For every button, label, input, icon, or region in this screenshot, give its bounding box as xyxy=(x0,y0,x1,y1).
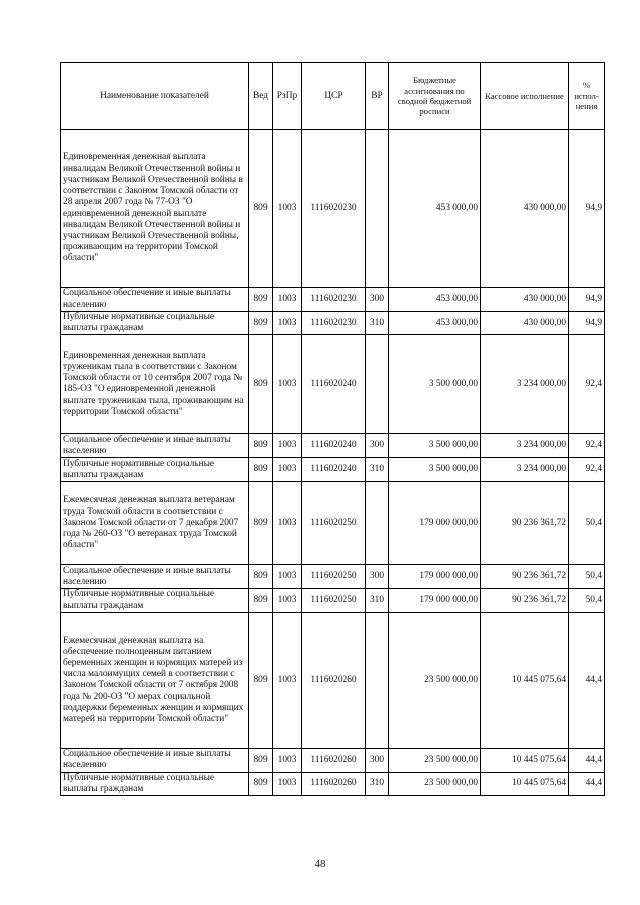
table-header-row xyxy=(61,63,605,130)
row-ved: 809 xyxy=(249,288,273,312)
row-budget: 453 000,00 xyxy=(389,288,481,312)
row-percent: 50,4 xyxy=(569,565,605,589)
header-name: Наименование показателей xyxy=(61,63,249,130)
row-csr: 1116020240 xyxy=(302,434,366,458)
row-name: Публичные нормативные социальные выплаты гражданам xyxy=(61,772,249,795)
row-budget: 23 500 000,00 xyxy=(389,772,481,795)
row-ved: 809 xyxy=(249,458,273,482)
row-cash: 10 445 075,64 xyxy=(481,612,569,748)
row-rzpr: 1003 xyxy=(273,612,302,748)
header-vr: ВР xyxy=(366,63,389,130)
row-budget: 3 500 000,00 xyxy=(389,335,481,434)
header-percent: % испол-нения xyxy=(569,63,605,130)
row-ved: 809 xyxy=(249,748,273,772)
row-vr: 300 xyxy=(366,434,389,458)
row-vr: 310 xyxy=(366,458,389,482)
table-row xyxy=(61,458,605,482)
row-percent: 94,9 xyxy=(569,288,605,312)
row-ved: 809 xyxy=(249,589,273,612)
row-vr: 310 xyxy=(366,772,389,795)
row-rzpr: 1003 xyxy=(273,288,302,312)
row-rzpr: 1003 xyxy=(273,565,302,589)
header-budget: Бюджетные ассигнования по сводной бюджетной росписи xyxy=(389,63,481,130)
row-percent: 92,4 xyxy=(569,458,605,482)
row-percent: 94,9 xyxy=(569,130,605,288)
row-cash: 90 236 361,72 xyxy=(481,482,569,565)
table-row xyxy=(61,482,605,565)
row-budget: 23 500 000,00 xyxy=(389,612,481,748)
row-rzpr: 1003 xyxy=(273,130,302,288)
row-rzpr: 1003 xyxy=(273,335,302,434)
row-percent: 50,4 xyxy=(569,589,605,612)
row-csr: 1116020230 xyxy=(302,288,366,312)
table-row xyxy=(61,612,605,748)
row-csr: 1116020230 xyxy=(302,130,366,288)
row-cash: 10 445 075,64 xyxy=(481,772,569,795)
table-row xyxy=(61,748,605,772)
page-number: 48 xyxy=(314,858,326,870)
row-name: Социальное обеспечение и иные выплаты населению xyxy=(61,565,249,589)
row-percent: 92,4 xyxy=(569,335,605,434)
row-cash: 3 234 000,00 xyxy=(481,335,569,434)
row-rzpr: 1003 xyxy=(273,772,302,795)
row-name: Единовременная денежная выплата труженикам тыла в соответствии с Законом Томской области от 10 сентября 2007 года № 185-ОЗ "О единовременной денежной выплате труженикам тыла, проживающим на территории Томской области" xyxy=(61,335,249,434)
row-vr xyxy=(366,612,389,748)
row-ved: 809 xyxy=(249,565,273,589)
row-vr xyxy=(366,482,389,565)
row-name: Публичные нормативные социальные выплаты гражданам xyxy=(61,458,249,482)
row-csr: 1116020260 xyxy=(302,772,366,795)
row-vr: 300 xyxy=(366,288,389,312)
table-row xyxy=(61,335,605,434)
row-vr xyxy=(366,335,389,434)
row-ved: 809 xyxy=(249,335,273,434)
row-vr: 310 xyxy=(366,589,389,612)
table-row xyxy=(61,589,605,612)
row-name: Публичные нормативные социальные выплаты гражданам xyxy=(61,312,249,335)
budget-execution-table xyxy=(60,62,605,796)
row-percent: 44,4 xyxy=(569,772,605,795)
row-percent: 94,9 xyxy=(569,312,605,335)
table-body xyxy=(61,130,605,796)
row-name: Ежемесячная денежная выплата на обеспечение полноценным питанием беременных женщин и кормящих матерей из числа малоимущих семей в соответствии с Законом Томской области от 7 октября 2008 года № 200-ОЗ "О мерах социальной поддержки беременных женщин и кормящих матерей на территории Томской области" xyxy=(61,612,249,748)
row-budget: 23 500 000,00 xyxy=(389,748,481,772)
row-budget: 3 500 000,00 xyxy=(389,434,481,458)
row-rzpr: 1003 xyxy=(273,458,302,482)
row-cash: 430 000,00 xyxy=(481,130,569,288)
row-ved: 809 xyxy=(249,312,273,335)
row-ved: 809 xyxy=(249,612,273,748)
row-name: Социальное обеспечение и иные выплаты населению xyxy=(61,288,249,312)
row-vr xyxy=(366,130,389,288)
row-csr: 1116020240 xyxy=(302,335,366,434)
row-ved: 809 xyxy=(249,482,273,565)
row-csr: 1116020260 xyxy=(302,612,366,748)
row-percent: 44,4 xyxy=(569,748,605,772)
row-percent: 44,4 xyxy=(569,612,605,748)
row-percent: 92,4 xyxy=(569,434,605,458)
row-name: Ежемесячная денежная выплата ветеранам труда Томской области в соответствии с Законом Томской области от 7 декабря 2007 года № 260-ОЗ "О ветеранах труда Томской области" xyxy=(61,482,249,565)
row-budget: 179 000 000,00 xyxy=(389,482,481,565)
row-vr: 300 xyxy=(366,748,389,772)
row-cash: 10 445 075,64 xyxy=(481,748,569,772)
row-rzpr: 1003 xyxy=(273,589,302,612)
header-csr: ЦСР xyxy=(302,63,366,130)
row-budget: 453 000,00 xyxy=(389,130,481,288)
row-rzpr: 1003 xyxy=(273,312,302,335)
row-name: Социальное обеспечение и иные выплаты населению xyxy=(61,434,249,458)
row-budget: 179 000 000,00 xyxy=(389,565,481,589)
row-csr: 1116020230 xyxy=(302,312,366,335)
row-csr: 1116020250 xyxy=(302,565,366,589)
row-csr: 1116020240 xyxy=(302,458,366,482)
table-row xyxy=(61,130,605,288)
table-row xyxy=(61,565,605,589)
row-cash: 90 236 361,72 xyxy=(481,589,569,612)
row-ved: 809 xyxy=(249,772,273,795)
table-row xyxy=(61,434,605,458)
row-rzpr: 1003 xyxy=(273,434,302,458)
row-csr: 1116020250 xyxy=(302,482,366,565)
row-ved: 809 xyxy=(249,130,273,288)
row-budget: 453 000,00 xyxy=(389,312,481,335)
header-ved: Вед xyxy=(249,63,273,130)
header-rzpr: РзПр xyxy=(273,63,302,130)
table-row xyxy=(61,312,605,335)
row-cash: 430 000,00 xyxy=(481,312,569,335)
row-rzpr: 1003 xyxy=(273,482,302,565)
row-ved: 809 xyxy=(249,434,273,458)
row-budget: 3 500 000,00 xyxy=(389,458,481,482)
row-cash: 90 236 361,72 xyxy=(481,565,569,589)
row-name: Публичные нормативные социальные выплаты гражданам xyxy=(61,589,249,612)
table-row xyxy=(61,772,605,795)
row-cash: 430 000,00 xyxy=(481,288,569,312)
row-budget: 179 000 000,00 xyxy=(389,589,481,612)
row-vr: 310 xyxy=(366,312,389,335)
header-cash: Кассовое исполнение xyxy=(481,63,569,130)
row-percent: 50,4 xyxy=(569,482,605,565)
table-row xyxy=(61,288,605,312)
row-name: Единовременная денежная выплата инвалидам Великой Отечественной войны и участникам Великой Отечественной войны в соответствии с Законом Томской области от 28 апреля 2007 года № 77-ОЗ "О единовременной денежной выплате инвалидам Великой Отечественной войны и участникам Великой Отечественной войны, проживающим на территории Томской области" xyxy=(61,130,249,288)
row-cash: 3 234 000,00 xyxy=(481,434,569,458)
row-cash: 3 234 000,00 xyxy=(481,458,569,482)
row-rzpr: 1003 xyxy=(273,748,302,772)
row-vr: 300 xyxy=(366,565,389,589)
row-csr: 1116020260 xyxy=(302,748,366,772)
row-csr: 1116020250 xyxy=(302,589,366,612)
row-name: Социальное обеспечение и иные выплаты населению xyxy=(61,748,249,772)
